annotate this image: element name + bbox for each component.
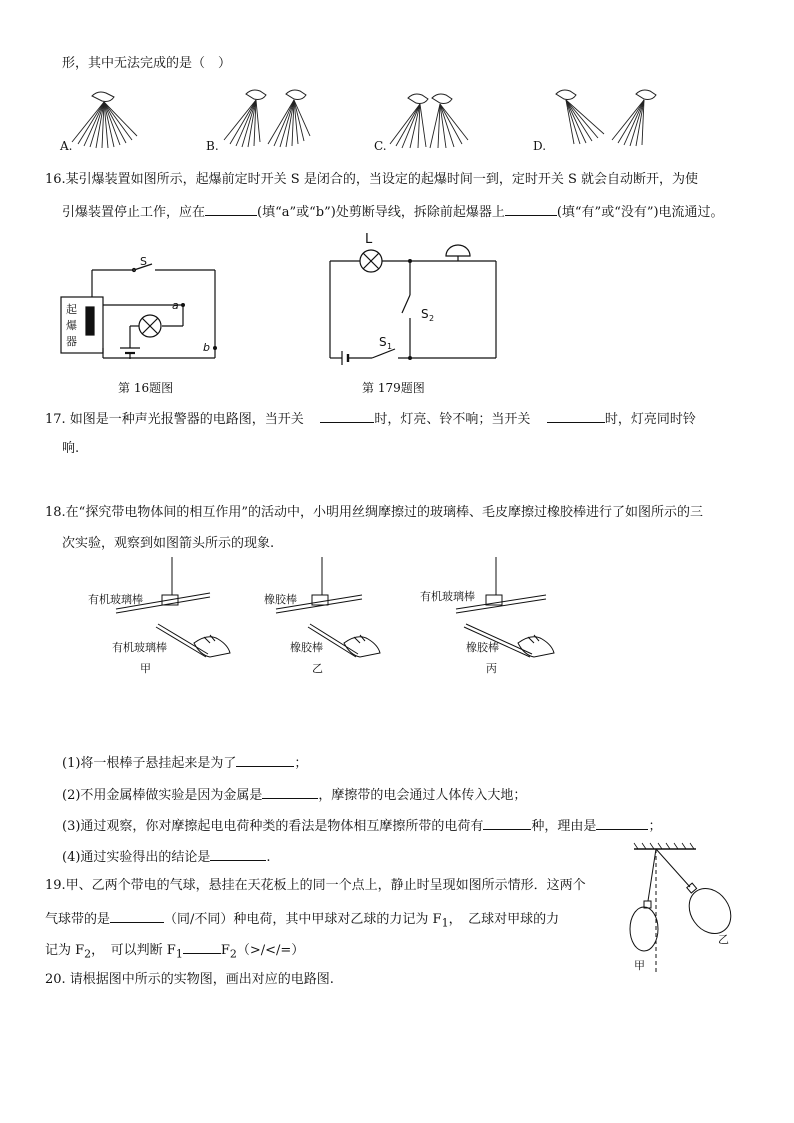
q19-line3-c: F — [220, 943, 230, 958]
q15-option-d[interactable]: D. — [533, 139, 547, 153]
q179-circuit — [0, 225, 794, 405]
q15-option-b-fig — [224, 90, 310, 147]
q16-line2-a: 引爆装置停止工作，应在 — [62, 205, 206, 220]
q19-line3-a: 记为 F — [45, 943, 85, 958]
q18-sub3-c: ； — [648, 819, 662, 834]
q16-switch-label: S — [140, 255, 147, 268]
q16-detonator-2: 爆 — [66, 319, 77, 332]
q19-fig-label-jia: 甲 — [634, 959, 645, 972]
q18-fig3-bottom: 橡胶棒 — [466, 641, 499, 654]
q18-fig3-top: 有机玻璃棒 — [420, 590, 475, 603]
q19-line3-d: （>/</=） — [236, 943, 305, 958]
q15-option-d-fig — [556, 90, 656, 146]
q19-line2-b: （同/不同）种电荷，其中甲球对乙球的力记为 F — [164, 912, 442, 927]
q17-line1 — [45, 410, 696, 428]
q19-line2-c: ， 乙球对甲球的力 — [448, 912, 560, 927]
q18-sub4-a: (4)通过实验得出的结论是 — [62, 850, 211, 865]
q18-fig1-top: 有机玻璃棒 — [88, 593, 143, 606]
q18-sub3-b: 种，理由是 — [531, 819, 597, 834]
q17-line2: 响. — [62, 441, 80, 456]
q18-line1: 18.在“探究带电物体间的相互作用”的活动中，小明用丝绸摩擦过的玻璃棒、毛皮摩擦过橡胶棒进行了如图所示的三 — [45, 505, 703, 520]
q18-blank-3[interactable] — [483, 817, 531, 830]
q18-sub1 — [62, 754, 307, 772]
q18-blank-1[interactable] — [236, 754, 294, 767]
q18-sub4-b: . — [266, 850, 271, 865]
q18-fig1-name: 甲 — [140, 662, 151, 675]
q19-line2-sub: 1 — [441, 916, 449, 930]
q19-line2 — [45, 910, 559, 932]
q17-line1-c: 时，灯亮同时铃 — [604, 412, 696, 427]
q17-line1-b: 时，灯亮、铃不响；当开关 — [374, 412, 531, 427]
q16-line2-b: (填“a”或“b”)处剪断导线，拆除前起爆器上 — [257, 205, 505, 220]
q19-line3 — [45, 941, 304, 963]
q18-figures — [0, 555, 794, 695]
q16-line2 — [62, 203, 724, 221]
q18-blank-5[interactable] — [210, 848, 266, 861]
q18-sub4 — [62, 848, 271, 866]
q179-fig-caption: 第 179题图 — [362, 381, 425, 395]
q16-detonator-3: 器 — [66, 335, 77, 348]
q179-s2-sub: 2 — [429, 314, 435, 323]
q19-line3-sub3: 2 — [229, 947, 237, 961]
q17-blank-1[interactable] — [320, 410, 374, 423]
q18-blank-4[interactable] — [596, 817, 648, 830]
q18-sub2-b: ，摩擦带的电会通过人体传入大地； — [318, 788, 527, 803]
q16-line1: 16.某引爆装置如图所示，起爆前定时开关 S 是闭合的，当设定的起爆时间一到，定时开关 S 就会自动断开，为使 — [45, 172, 699, 187]
q18-blank-2[interactable] — [262, 786, 318, 799]
q179-lamp-label: L — [365, 232, 373, 247]
q18-fig2-name: 乙 — [312, 662, 323, 675]
q18-sub2-a: (2)不用金属棒做实验是因为金属是 — [62, 788, 263, 803]
q179-s1-sub: 1 — [387, 342, 393, 351]
q19-balloons — [622, 843, 762, 983]
q18-line2: 次实验，观察到如图箭头所示的现象. — [62, 536, 275, 551]
q16-blank-1[interactable] — [205, 203, 257, 216]
q15-option-b[interactable]: B. — [206, 139, 219, 153]
q16-fig-caption: 第 16题图 — [118, 381, 174, 395]
q18-fig2-bottom: 橡胶棒 — [290, 641, 323, 654]
q19-fig-label-yi: 乙 — [718, 933, 729, 946]
q18-sub3 — [62, 817, 661, 835]
q19-line3-b: ， 可以判断 F — [91, 943, 176, 958]
q15-option-c[interactable]: C. — [374, 139, 387, 153]
q18-sub3-a: (3)通过观察，你对摩擦起电电荷种类的看法是物体相互摩擦所带的电荷有 — [62, 819, 484, 834]
q16-line2-c: (填“有”或“没有”)电流通过。 — [556, 205, 724, 220]
q18-sub1-a: (1)将一根棒子悬挂起来是为了 — [62, 756, 237, 771]
q179-s1-label: S — [379, 335, 387, 349]
q19-line2-a: 气球带的是 — [45, 912, 111, 927]
q16-blank-2[interactable] — [505, 203, 557, 216]
q17-line1-a: 17. 如图是一种声光报警器的电路图，当开关 — [45, 412, 304, 427]
q19-line1: 19.甲、乙两个带电的气球，悬挂在天花板上的同一个点上，静止时呈现如图所示情形．这两个 — [45, 878, 586, 893]
q15-option-c-fig — [390, 94, 468, 148]
q19-line3-sub2: 1 — [175, 947, 183, 961]
q19-line3-sub1: 2 — [84, 947, 92, 961]
q16-label-b: b — [203, 341, 210, 354]
q18-sub2 — [62, 786, 526, 804]
q16-label-a: a — [172, 299, 179, 312]
q18-fig3-name: 丙 — [486, 662, 497, 675]
q15-text: 形，其中无法完成的是（ ） — [62, 56, 232, 71]
q179-s2-label: S — [421, 307, 429, 321]
q18-fig2-top: 橡胶棒 — [264, 593, 297, 606]
q19-blank-1[interactable] — [110, 910, 164, 923]
q20-line1: 20. 请根据图中所示的实物图，画出对应的电路图. — [45, 972, 334, 987]
q17-blank-2[interactable] — [547, 410, 605, 423]
q15-option-a[interactable]: A. — [60, 139, 73, 153]
q19-blank-2[interactable] — [183, 941, 221, 954]
q18-fig1-bottom: 有机玻璃棒 — [112, 641, 167, 654]
q15-option-a-fig — [72, 92, 137, 148]
q16-detonator-1: 起 — [66, 303, 77, 316]
q18-sub1-b: ； — [294, 756, 308, 771]
